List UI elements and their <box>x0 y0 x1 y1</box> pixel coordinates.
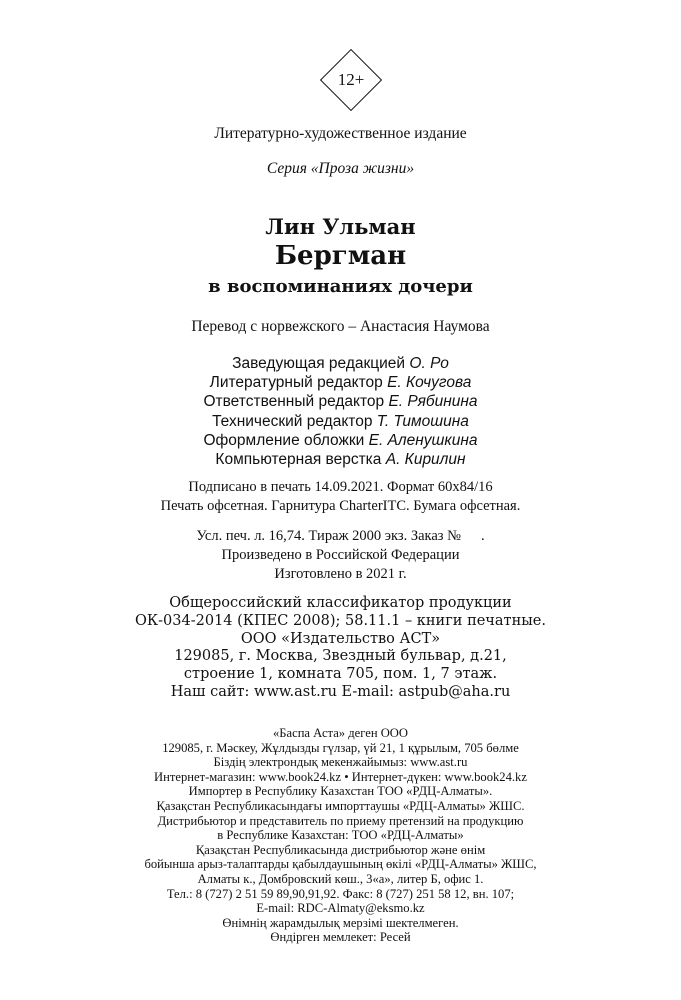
kz-line: Қазақстан Республикасында дистрибьютор және өнім <box>195 842 486 857</box>
kz-line: Дистрибьютор и представитель по приему претензий на продукцию <box>157 813 524 828</box>
kz-line: Өнімнің жарамдылық мерзімі шектелмеген. <box>222 915 459 930</box>
print-details <box>0 478 681 516</box>
classification-line: 129085, г. Москва, Звездный бульвар, д.21, <box>174 648 507 665</box>
kz-line: Қазақстан Республикасындағы импорттаушы «РДЦ-Алматы» ЖШС. <box>156 798 525 813</box>
book-subtitle: в воспоминаниях дочери <box>208 276 473 297</box>
classification-line: строение 1, комната 705, пом. 1, 7 этаж. <box>183 666 498 683</box>
staff-row: Технический редактор Т. Тимошина <box>212 412 469 430</box>
print-run-details <box>0 527 681 584</box>
staff-row: Компьютерная верстка А. Кирилин <box>215 451 466 469</box>
kz-line: «Баспа Аста» деген ООО <box>272 726 408 740</box>
kz-line: Біздің электрондық мекенжайымыз: www.ast.ru <box>213 755 468 770</box>
kz-line: E-mail: RDC-Almaty@eksmo.kz <box>256 901 425 916</box>
kz-line: Импортер в Республику Казахстан ТОО «РДЦ-Алматы». <box>188 784 493 799</box>
print-line: Подписано в печать 14.09.2021. Формат 60х84/16 <box>188 479 493 495</box>
kz-line: Алматы к., Домбровский көш., 3«а», литер Б, офис 1. <box>197 871 484 886</box>
publisher-classification <box>0 595 681 702</box>
classification-line: ООО «Издательство АСТ» <box>240 630 441 647</box>
staff-credits <box>0 354 681 469</box>
author-name: Лин Ульман <box>265 214 416 239</box>
country-line: Произведено в Российской Федерации <box>221 547 460 563</box>
classification-line: Наш сайт: www.ast.ru E-mail: astpub@aha.ru <box>170 683 511 700</box>
staff-row: Ответственный редактор Е. Рябинина <box>203 393 478 411</box>
series-label: Серия «Проза жизни» <box>266 160 415 177</box>
kz-line: Тел.: 8 (727) 2 51 59 89,90,91,92. Факс: 8 (727) 251 58 12, вн. 107; <box>166 886 515 901</box>
classification-line: ОК-034-2014 (КПЕС 2008); 58.11.1 – книги печатные. <box>135 612 546 629</box>
kz-line: бойынша арыз-талаптарды қабылдаушының өкілі «РДЦ-Алматы» ЖШС, <box>144 857 537 872</box>
kz-line: Интернет-магазин: www.book24.kz • Интернет-дүкен: www.book24.kz <box>154 769 527 784</box>
kazakhstan-info <box>0 726 681 945</box>
translation-credit: Перевод с норвежского – Анастасия Наумова <box>191 318 490 335</box>
print-run-line: Усл. печ. л. 16,74. Тираж 2000 экз. Заказ № . <box>196 528 485 544</box>
book-title: Бергман <box>274 241 407 271</box>
staff-row: Литературный редактор Е. Кочугова <box>209 374 472 392</box>
staff-row: Оформление обложки Е. Аленушкина <box>203 431 478 449</box>
kz-line: 129085, г. Мәскеу, Жұлдызды гүлзар, үй 21, 1 құрылым, 705 бөлме <box>162 740 519 755</box>
classification-line: Общероссийский классификатор продукции <box>169 595 512 611</box>
age-rating-text: 12+ <box>337 70 365 89</box>
kz-line: Өндірген мемлекет: Ресей <box>270 930 411 945</box>
kz-line: в Республике Казахстан: ТОО «РДЦ-Алматы» <box>217 828 464 843</box>
staff-row: Заведующая редакцией О. Ро <box>232 355 449 372</box>
print-line: Печать офсетная. Гарнитура CharterITC. Бумага офсетная. <box>160 498 521 514</box>
genre-label: Литературно-художественное издание <box>214 125 467 142</box>
year-line: Изготовлено в 2021 г. <box>274 566 407 582</box>
